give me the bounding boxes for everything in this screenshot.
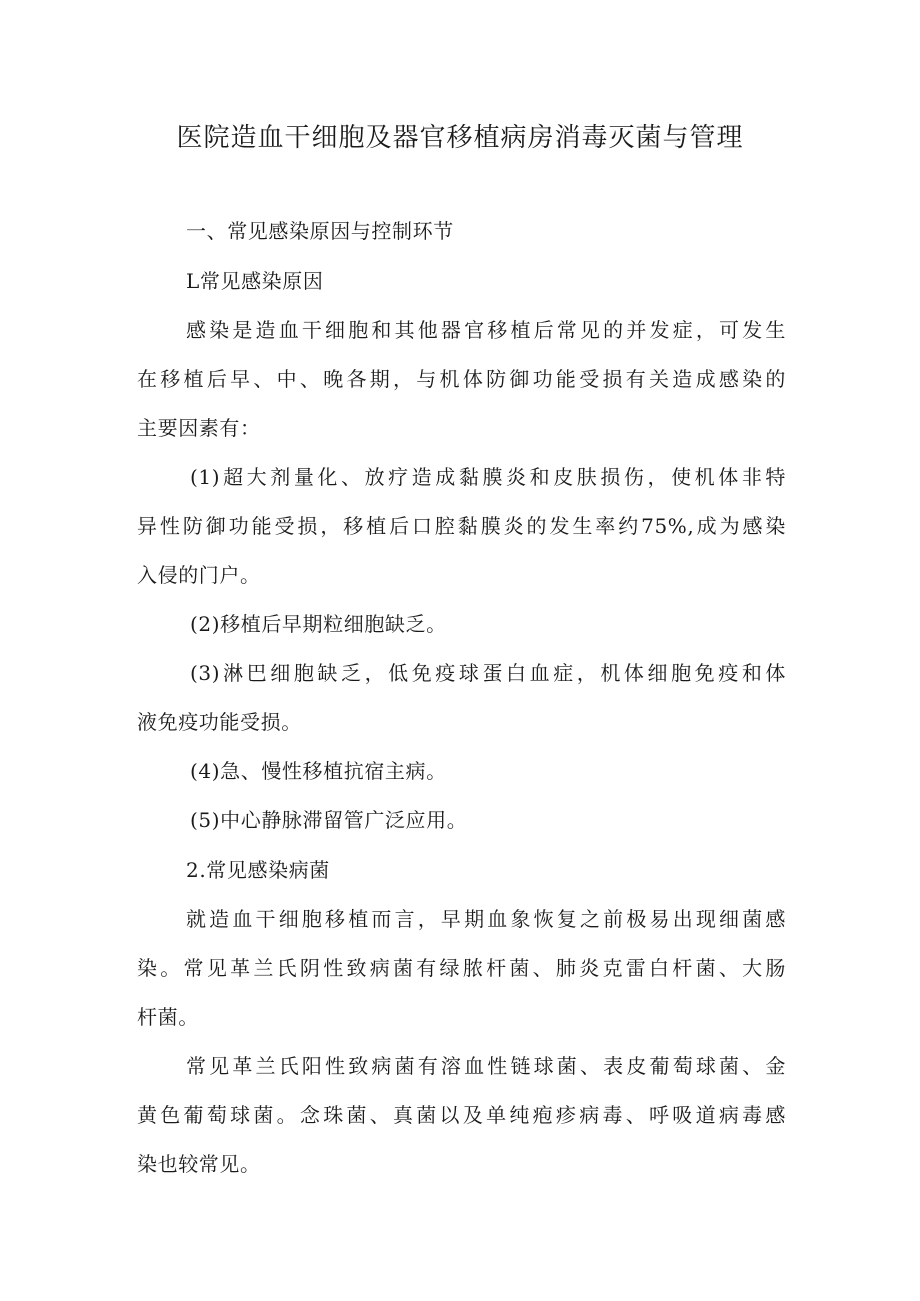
list-item-line: 异性防御功能受损，移植后口腔黏膜炎的发生率约75%,成为感染 [137, 514, 786, 538]
paragraph-line: 染也较常见。 [137, 1152, 261, 1176]
list-item-line: 入侵的门户。 [137, 563, 261, 587]
subsection-heading: L常见感染原因 [186, 269, 324, 293]
list-item: (2)移植后早期粒细胞缺乏。 [190, 612, 447, 636]
list-item-line: 液免疫功能受损。 [137, 710, 302, 734]
paragraph-line: 常见革兰氏阳性致病菌有溶血性链球菌、表皮葡萄球菌、金 [186, 1054, 786, 1078]
paragraph-line: 黄色葡萄球菌。念珠菌、真菌以及单纯疱疹病毒、呼吸道病毒感 [137, 1103, 786, 1127]
paragraph-line: 在移植后早、中、晚各期，与机体防御功能受损有关造成感染的 [137, 367, 786, 391]
paragraph-line: 主要因素有： [137, 416, 261, 440]
paragraph-line: 杆菌。 [137, 1005, 199, 1029]
section-heading: 一、常见感染原因与控制环节 [186, 219, 454, 243]
list-item-line: (1)超大剂量化、放疗造成黏膜炎和皮肤损伤，使机体非特 [190, 465, 786, 489]
list-item: (4)急、慢性移植抗宿主病。 [190, 759, 447, 783]
list-item-line: (3)淋巴细胞缺乏，低免疫球蛋白血症，机体细胞免疫和体 [190, 661, 786, 685]
list-item: (5)中心静脉滞留管广泛应用。 [190, 808, 468, 832]
subsection-heading: 2.常见感染病菌 [186, 858, 330, 882]
paragraph-line: 感染是造血干细胞和其他器官移植后常见的并发症，可发生 [186, 318, 786, 342]
paragraph-line: 就造血干细胞移植而言，早期血象恢复之前极易出现细菌感 [186, 907, 786, 931]
document-title: 医院造血干细胞及器官移植病房消毒灭菌与管理 [176, 123, 744, 153]
paragraph-line: 染。常见革兰氏阴性致病菌有绿脓杆菌、肺炎克雷白杆菌、大肠 [137, 956, 786, 980]
